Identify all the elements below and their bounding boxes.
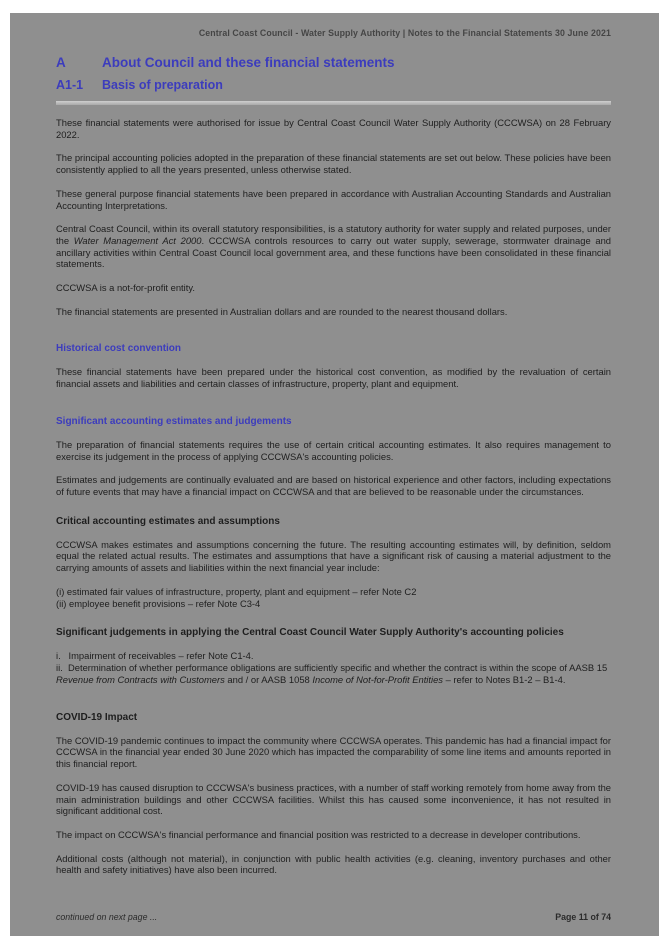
section-letter: A: [56, 55, 66, 70]
paragraph: The principal accounting policies adopted in the preparation of these financial statements are set out below. These policies have been consistently applied to all the years presented, unless otherwise stated.: [56, 152, 611, 176]
paragraph: CCCWSA makes estimates and assumptions concerning the future. The resulting accounting estimates will, by definition, seldom equal the related actual results. The estimates and assumptions that have a significant risk of causing a material adjustment to the carrying amounts of assets and liabilities within the next financial year include:: [56, 538, 611, 574]
page-header: Central Coast Council - Water Supply Authority | Notes to the Financial Statements 30 June 2021: [198, 28, 611, 38]
paragraph: The financial statements are presented in Australian dollars and are rounded to the nearest thousand dollars.: [56, 305, 508, 317]
section-title: About Council and these financial statements: [102, 55, 395, 70]
continued-note: continued on next page ...: [56, 912, 158, 922]
heading-divider: [56, 101, 611, 105]
sub-heading-black: COVID-19 Impact: [56, 711, 138, 723]
page-footer: [56, 912, 611, 922]
paragraph: These financial statements were authorised for issue by Central Coast Council Water Supply Authority (CCCWSA) on 28 February 2022.: [56, 117, 611, 140]
paragraph: COVID-19 has caused disruption to CCCWSA's business practices, with a number of staff working remotely from home away from the main administration buildings and other CCCWSA facilities. Whilst this has caused some inconvenience, it has not resulted in significant additional cost.: [56, 781, 611, 817]
subsection-heading: [56, 78, 611, 92]
sub-heading-black: Critical accounting estimates and assumptions: [56, 515, 280, 527]
paragraph: These financial statements have been prepared under the historical cost convention, as modified by the revaluation of certain financial assets and liabilities and certain classes of infrastructure, property, plant and equipment.: [56, 366, 611, 390]
paragraph: Central Coast Council, within its overall statutory responsibilities, is a statutory authority for water supply and related purposes, under the Water Management Act 2000. CCCWSA controls resources to carry out water supply, sewerage, stormwater drainage and ancillary activities within Central Coast Council local government area, and these functions have been consolidated in these financial statements.: [56, 223, 612, 270]
page-number: Page 11 of 74: [555, 912, 611, 922]
list-line: i. Impairment of receivables – refer Note C1-4.: [56, 650, 254, 662]
paragraph: The preparation of financial statements requires the use of certain critical accounting estimates. It also requires management to exercise its judgement in the process of applying CCCWSA's accounting policies.: [56, 438, 611, 462]
paragraph: These general purpose financial statements have been prepared in accordance with Australian Accounting Standards and Australian Accounting Interpretations.: [56, 187, 611, 211]
paragraph: Additional costs (although not material), in conjunction with public health activities (e.g. cleaning, inventory purchases and other health and safety initiatives) have also been incurred.: [56, 852, 611, 876]
sub-heading-black: Significant judgements in applying the Central Coast Council Water Supply Authority's accounting policies: [56, 627, 564, 639]
sub-heading-blue: Significant accounting estimates and judgements: [56, 415, 292, 427]
sub-heading-blue: Historical cost convention: [56, 343, 182, 355]
list-line: (ii) employee benefit provisions – refer Note C3-4: [56, 597, 261, 609]
subsection-title: Basis of preparation: [102, 78, 223, 92]
section-heading: [56, 55, 611, 70]
paragraph: The impact on CCCWSA's financial performance and financial position was restricted to a decrease in developer contributions.: [56, 828, 581, 840]
paragraph: The COVID-19 pandemic continues to impact the community where CCCWSA operates. This pandemic has had a financial impact for CCCWSA in the financial year ended 30 June 2020 which has impacted the comparability of some line items and amounts reported in this financial report.: [56, 734, 611, 770]
paragraph: Estimates and judgements are continually evaluated and are based on historical experience and other factors, including expectations of future events that may have a financial impact on CCCWSA and that are believed to be reasonable under the circumstances.: [56, 474, 611, 497]
list-line: ii. Determination of whether performance obligations are sufficiently specific and whether the contract is within the scope of AASB 15 Revenue from Contracts with Customers and / or AASB 1058 Income of Not-for-Profit Entities – refer to Notes B1-2 – B1-4.: [56, 662, 608, 685]
paragraph: CCCWSA is a not-for-profit entity.: [56, 282, 195, 294]
list-line: (i) estimated fair values of infrastructure, property, plant and equipment – refer Note C2: [56, 585, 417, 597]
body-content: [56, 117, 611, 876]
subsection-number: A1-1: [56, 78, 84, 92]
document-page: [10, 13, 659, 936]
